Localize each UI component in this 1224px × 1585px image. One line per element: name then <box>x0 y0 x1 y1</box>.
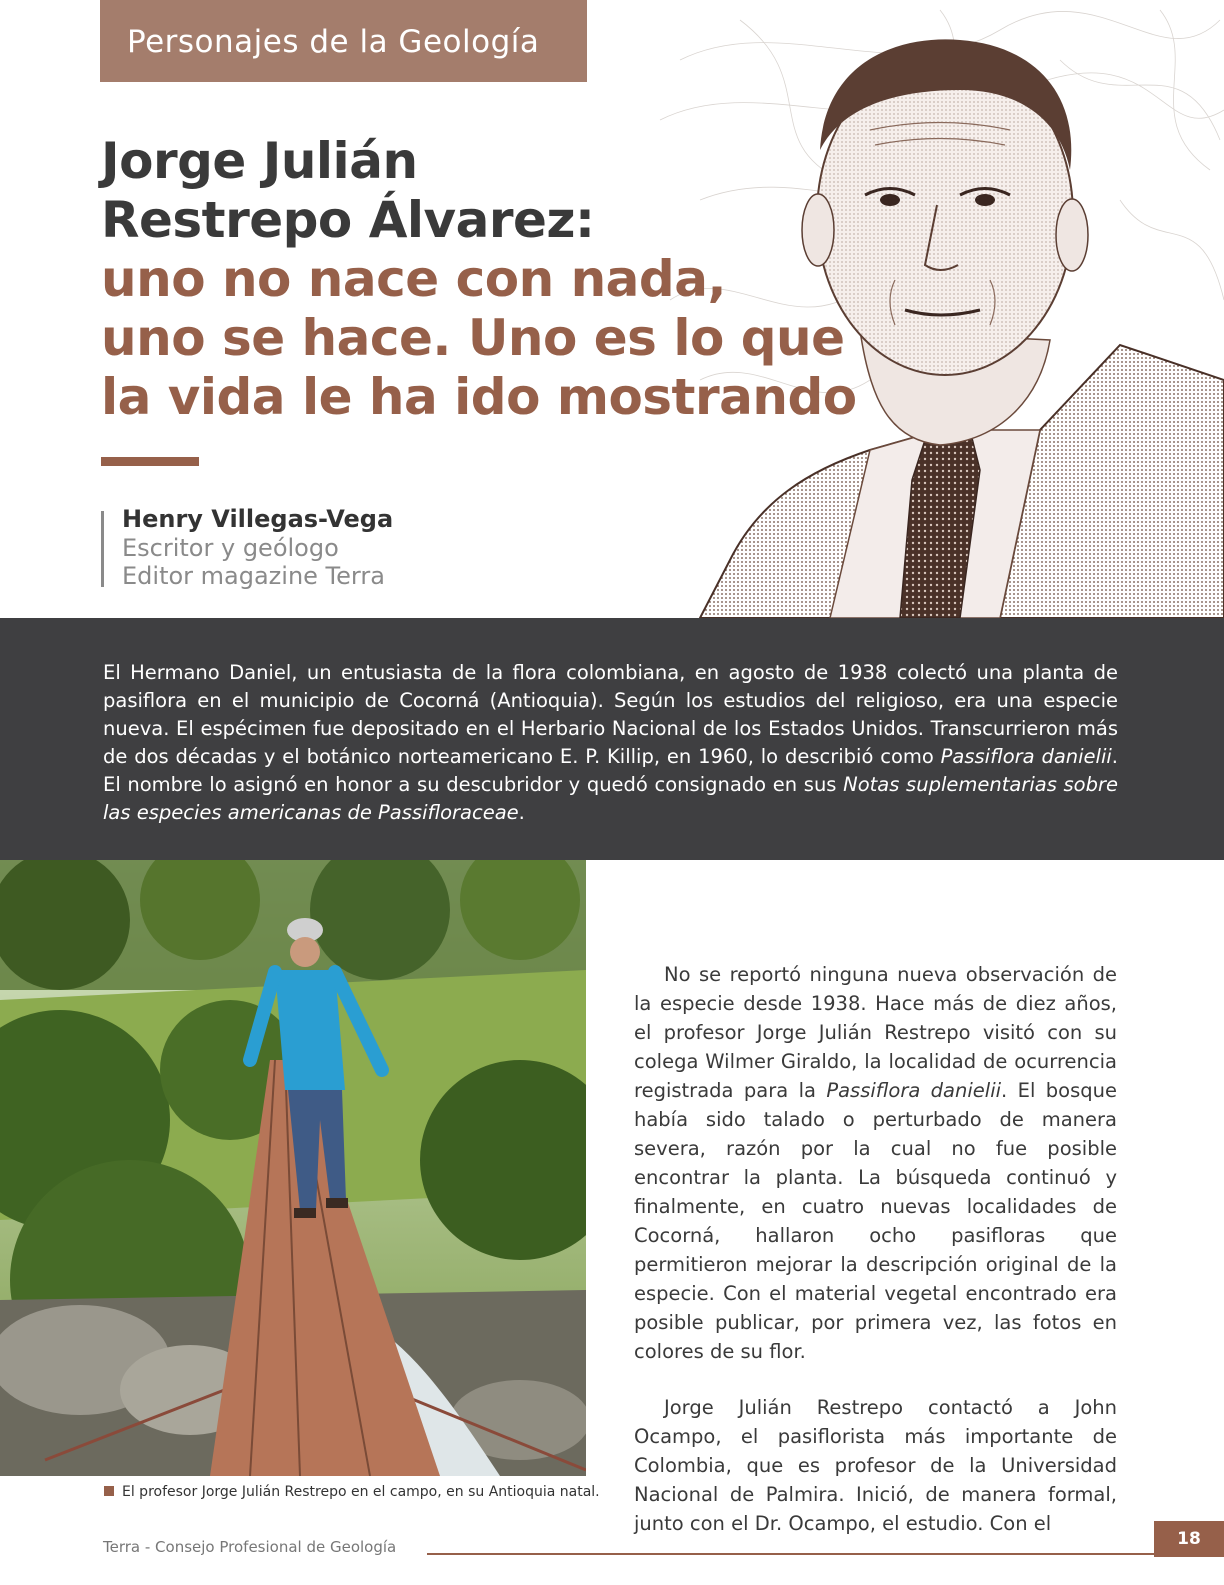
body-column <box>634 960 1117 1565</box>
intro-text-2: . El nombre lo asignó en honor a su descubridor y quedó consignado en sus <box>103 745 1118 796</box>
intro-species: Passiflora danielii <box>940 745 1112 768</box>
footer-publication: Terra - Consejo Profesional de Geología <box>103 1538 397 1556</box>
article-headline <box>101 132 861 427</box>
body-paragraph-2: Jorge Julián Restrepo contactó a John Ocampo, el pasiflorista más importante de Colombia, que es profesor de la Universidad Nacional de Palmira. Inició, de manera formal, junto con el Dr. Ocampo, el estudio. Con el <box>634 1396 1117 1535</box>
headline-name-line-1: Jorge Julián <box>101 132 418 190</box>
author-block <box>122 505 393 590</box>
photo-caption <box>104 1484 600 1500</box>
intro-publication: Notas suplementarias sobre las especies americanas de Passifloraceae <box>103 773 1118 824</box>
headline-name-line-2: Restrepo Álvarez: <box>101 191 595 249</box>
page-number: 18 <box>1154 1521 1224 1557</box>
caption-bullet <box>104 1486 114 1496</box>
author-role-2: Editor magazine Terra <box>122 562 385 590</box>
author-name: Henry Villegas-Vega <box>122 505 394 533</box>
field-photo <box>0 860 586 1476</box>
body-paragraph-1 <box>634 960 1117 1366</box>
intro-text-1: El Hermano Daniel, un entusiasta de la flora colombiana, en agosto de 1938 colectó una planta de pasiflora en el municipio de Cocorná (Antioquia). Según los estudios del religioso, era una especie nueva. El espécimen fue depositado en el Herbario Nacional de los Estados Unidos. Transcurrieron más de dos décadas y el botánico norteamericano E. P. Killip, en 1960, lo describió como <box>103 661 1118 768</box>
body-species: Passiflora danielii <box>826 1079 1002 1102</box>
headline-quote-line-1: uno no nace con nada, <box>101 250 726 308</box>
footer-rule <box>427 1553 1155 1555</box>
headline-quote-line-3: la vida le ha ido mostrando <box>101 368 857 426</box>
body-text-1a: No se reportó ninguna nueva observación de la especie desde 1938. Hace más de diez años, el profesor Jorge Julián Restrepo visitó con su colega Wilmer Giraldo, la localidad de ocurrencia registrada para la <box>634 963 1117 1102</box>
headline-quote-line-2: uno se hace. Uno es lo que <box>101 309 845 367</box>
caption-text: El profesor Jorge Julián Restrepo en el campo, en su Antioquia natal. <box>122 1484 600 1500</box>
section-tag: Personajes de la Geología <box>100 0 587 82</box>
author-divider <box>101 511 104 587</box>
body-text-1b: . El bosque había sido talado o perturbado de manera severa, razón por la cual no fue posible encontrar la planta. La búsqueda continuó y finalmente, en cuatro nuevas localidades de Cocorná, hallaron ocho pasifloras que permitieron mejorar la descripción original de la especie. Con el material vegetal encontrado era posible publicar, por primera vez, las fotos en colores de su flor. <box>634 1079 1117 1363</box>
author-role-1: Escritor y geólogo <box>122 534 339 562</box>
intro-text-3: . <box>518 801 525 824</box>
headline-divider <box>101 457 199 466</box>
intro-paragraph <box>103 659 1118 827</box>
